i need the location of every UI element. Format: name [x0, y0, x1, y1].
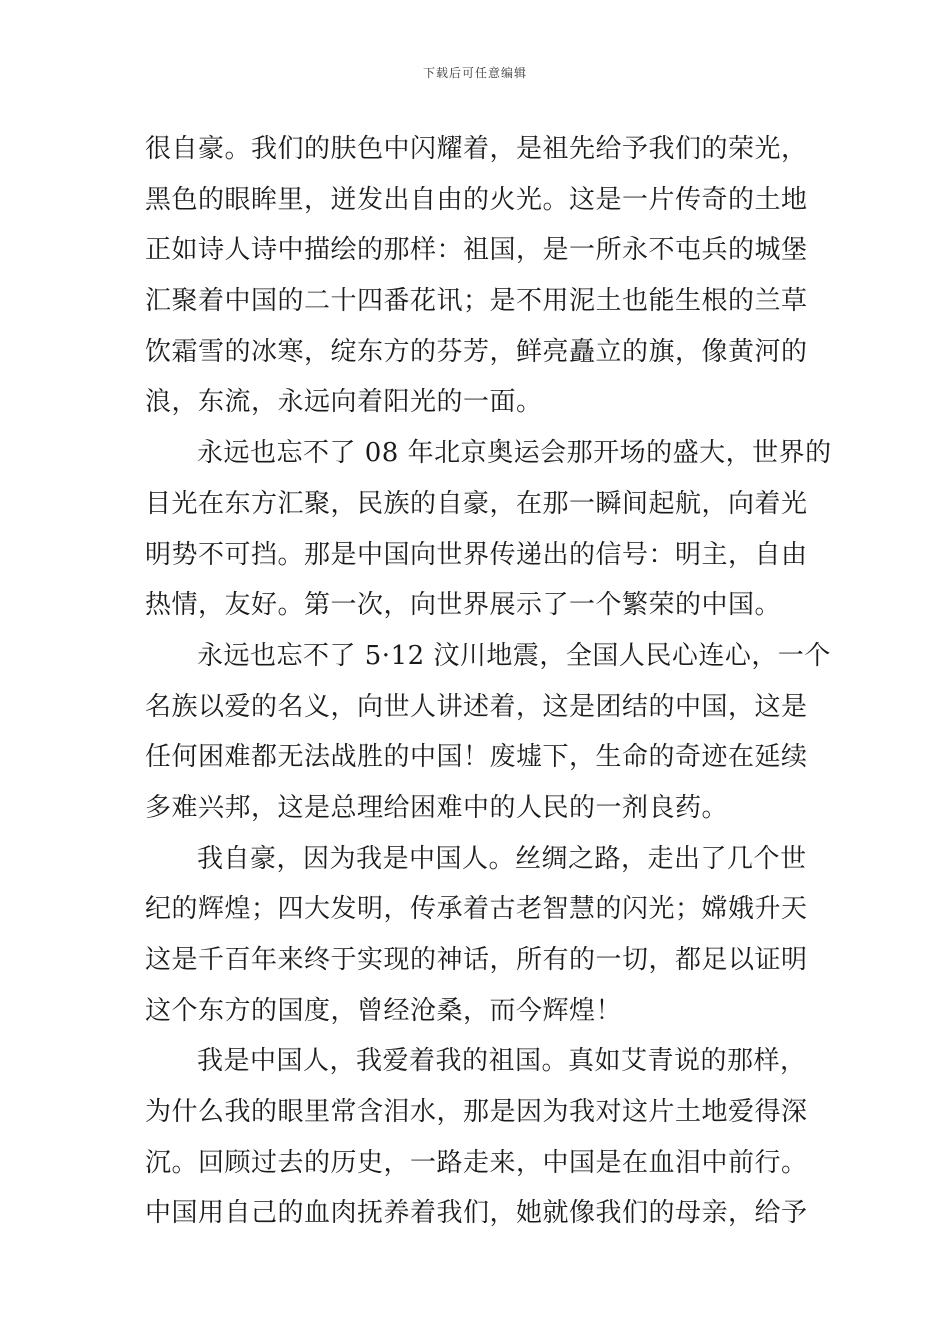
text-line: 名族以爱的名义，向世人讲述着，这是团结的中国，这是 — [145, 691, 808, 722]
text-line: 纪的辉煌；四大发明，传承着古老智慧的闪光；嫦娥升天 — [145, 894, 808, 925]
text-line: 任何困难都无法战胜的中国！废墟下，生命的奇迹在延续 — [145, 742, 808, 773]
text-line: 热情，友好。第一次，向世界展示了一个繁荣的中国。 — [145, 590, 782, 621]
text-line: 这是千百年来终于实现的神话，所有的一切，都足以证明 — [145, 945, 808, 975]
text-line: 饮霜雪的冰寒，绽东方的芬芳，鲜亮矗立的旗，像黄河的 — [145, 336, 808, 367]
text-line: 浪，东流，永远向着阳光的一面。 — [145, 387, 543, 418]
paragraph-first-line: 永远也忘不了 08 年北京奥运会那开场的盛大，世界的 — [197, 438, 832, 469]
page-header: 下载后可任意编辑 — [422, 66, 527, 80]
paragraph-first-line: 我自豪，因为我是中国人。丝绸之路，走出了几个世 — [197, 843, 807, 874]
text-line: 中国用自己的血肉抚养着我们，她就像我们的母亲，给予 — [145, 1198, 808, 1229]
text-line: 汇聚着中国的二十四番花讯；是不用泥土也能生根的兰草 — [145, 286, 808, 317]
text-line: 正如诗人诗中描绘的那样：祖国，是一所永不屯兵的城堡 — [145, 235, 808, 266]
paragraph-first-line: 永远也忘不了 5·12 汶川地震，全国人民心连心，一个 — [197, 640, 831, 671]
paragraph-first-line: 我是中国人，我爱着我的祖国。真如艾青说的那样， — [197, 1046, 807, 1077]
text-line: 很自豪。我们的肤色中闪耀着，是祖先给予我们的荣光， — [145, 134, 808, 164]
text-line: 沉。回顾过去的历史，一路走来，中国是在血泪中前行。 — [145, 1147, 808, 1178]
document-body — [145, 124, 832, 1239]
text-line: 为什么我的眼里常含泪水，那是因为我对这片土地爱得深 — [145, 1097, 808, 1128]
text-line: 这个东方的国度，曾经沧桑，而今辉煌！ — [145, 995, 623, 1026]
text-line: 目光在东方汇聚，民族的自豪，在那一瞬间起航，向着光 — [145, 488, 808, 519]
text-line: 黑色的眼眸里，迸发出自由的火光。这是一片传奇的土地 — [145, 184, 808, 215]
text-line: 多难兴邦，这是总理给困难中的人民的一剂良药。 — [145, 792, 729, 823]
text-line: 明势不可挡。那是中国向世界传递出的信号：明主，自由 — [145, 539, 808, 570]
